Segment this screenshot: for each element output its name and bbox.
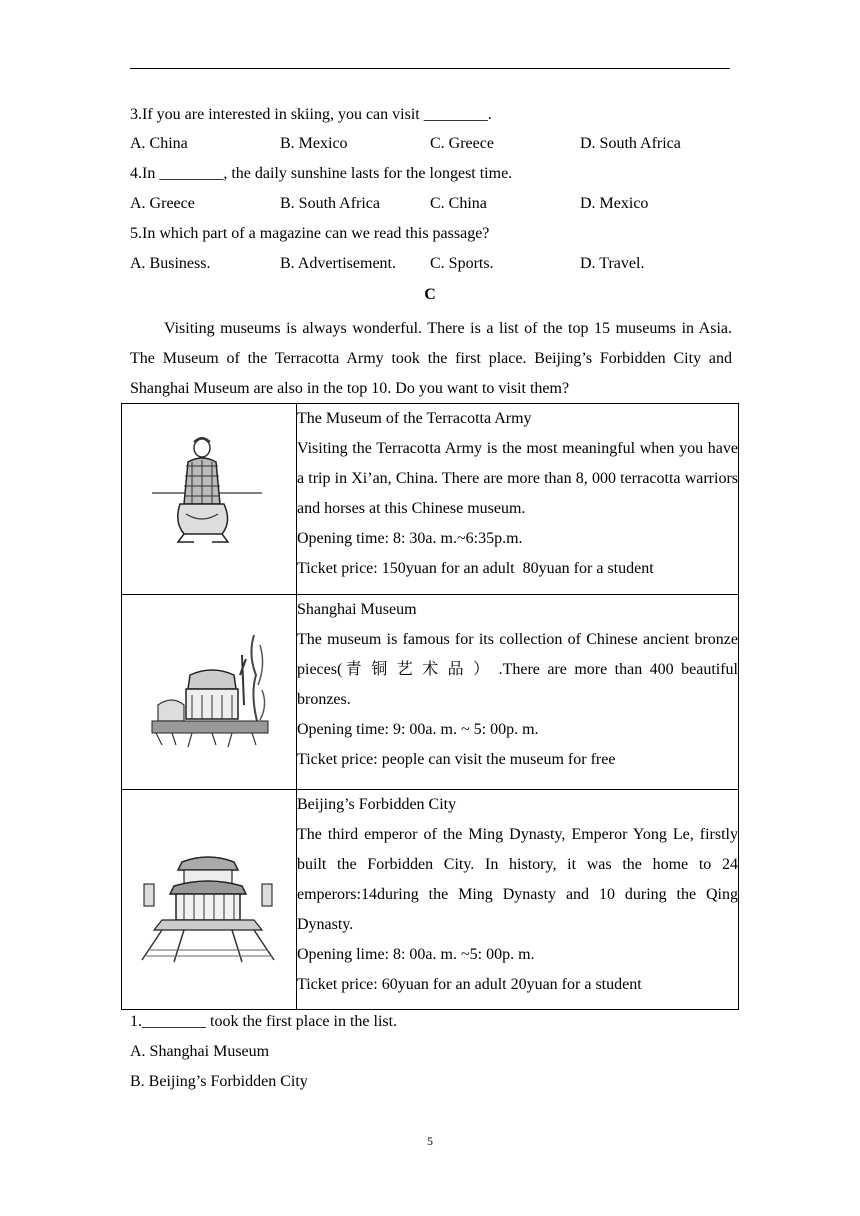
section-title: C <box>424 286 436 303</box>
opening-time: Opening time: 8: 30a. m.~6:35p.m. <box>297 530 523 547</box>
table-row <box>122 404 739 595</box>
ticket-price: Ticket price: people can visit the museum for free <box>297 751 616 768</box>
terracotta-warrior-image <box>122 404 297 595</box>
palace-gate-image <box>122 790 297 1010</box>
table-row <box>122 790 739 1010</box>
question-3-options <box>130 134 730 154</box>
option: B. Beijing’s Forbidden City <box>130 1073 308 1090</box>
museum-description: The third emperor of the Ming Dynasty, Emperor Yong Le, firstly built the Forbidden City. In history, it was the home to 24 emperors:14during the Ming Dynasty and 10 during the Qing Dynasty. <box>297 826 738 933</box>
museum-info-shanghai <box>297 595 739 790</box>
question-1-stem: 1.________ took the first place in the list. <box>130 1013 398 1030</box>
museum-building-image <box>122 595 297 790</box>
museum-building-icon <box>122 595 296 789</box>
page-number: 5 <box>427 1134 433 1148</box>
intro-paragraph <box>130 314 732 404</box>
header-rule <box>130 68 730 69</box>
museum-name: The Museum of the Terracotta Army <box>297 410 532 427</box>
description-part: .There are more than 400 beautiful bronzes. <box>297 661 738 708</box>
ticket-price: Ticket price: 60yuan for an adult 20yuan for a student <box>297 976 642 993</box>
museum-info-forbidden-city <box>297 790 739 1010</box>
opening-time: Opening time: 9: 00a. m. ~ 5: 00p. m. <box>297 721 539 738</box>
option: D. Travel. <box>580 255 645 272</box>
description-part: The museum is famous for its collection of Chinese ancient bronze pieces( <box>297 631 738 678</box>
museum-description <box>297 625 738 715</box>
option: B. South Africa <box>280 195 380 212</box>
museum-name: Beijing’s Forbidden City <box>297 796 457 813</box>
ticket-price: Ticket price: 150yuan for an adult 80yuan for a student <box>297 560 654 577</box>
option: C. Sports. <box>430 255 494 272</box>
question-5-stem: 5.In which part of a magazine can we read this passage? <box>130 225 490 242</box>
question-3-stem: 3.If you are interested in skiing, you can visit ________. <box>130 106 492 123</box>
question-4-stem: 4.In ________, the daily sunshine lasts for the longest time. <box>130 165 513 182</box>
museum-table <box>121 403 739 1010</box>
question-4-options <box>130 194 730 214</box>
option: C. Greece <box>430 135 494 152</box>
description-chinese: 青铜艺术品） <box>342 661 499 678</box>
museum-description: Visiting the Terracotta Army is the most meaningful when you have a trip in Xi’an, China. There are more than 8, 000 terracotta warriors and horses at this Chinese museum. <box>297 440 738 517</box>
palace-gate-icon <box>122 790 296 1009</box>
option: B. Mexico <box>280 135 348 152</box>
museum-info-terracotta <box>297 404 739 595</box>
question-5-options <box>130 254 730 274</box>
museum-name: Shanghai Museum <box>297 601 417 618</box>
option: D. South Africa <box>580 135 681 152</box>
option: A. Business. <box>130 255 211 272</box>
option: A. Greece <box>130 195 195 212</box>
opening-time: Opening lime: 8: 00a. m. ~5: 00p. m. <box>297 946 535 963</box>
terracotta-warrior-icon <box>122 404 296 594</box>
option: B. Advertisement. <box>280 255 396 272</box>
option: C. China <box>430 195 487 212</box>
intro-text: Visiting museums is always wonderful. There is a list of the top 15 museums in Asia. The Museum of the Terracotta Army took the first place. Beijing’s Forbidden City and Shanghai Museum are also in the top 10. Do you want to visit them? <box>130 320 732 397</box>
table-row <box>122 595 739 790</box>
option: A. China <box>130 135 188 152</box>
option: D. Mexico <box>580 195 649 212</box>
option: A. Shanghai Museum <box>130 1043 270 1060</box>
